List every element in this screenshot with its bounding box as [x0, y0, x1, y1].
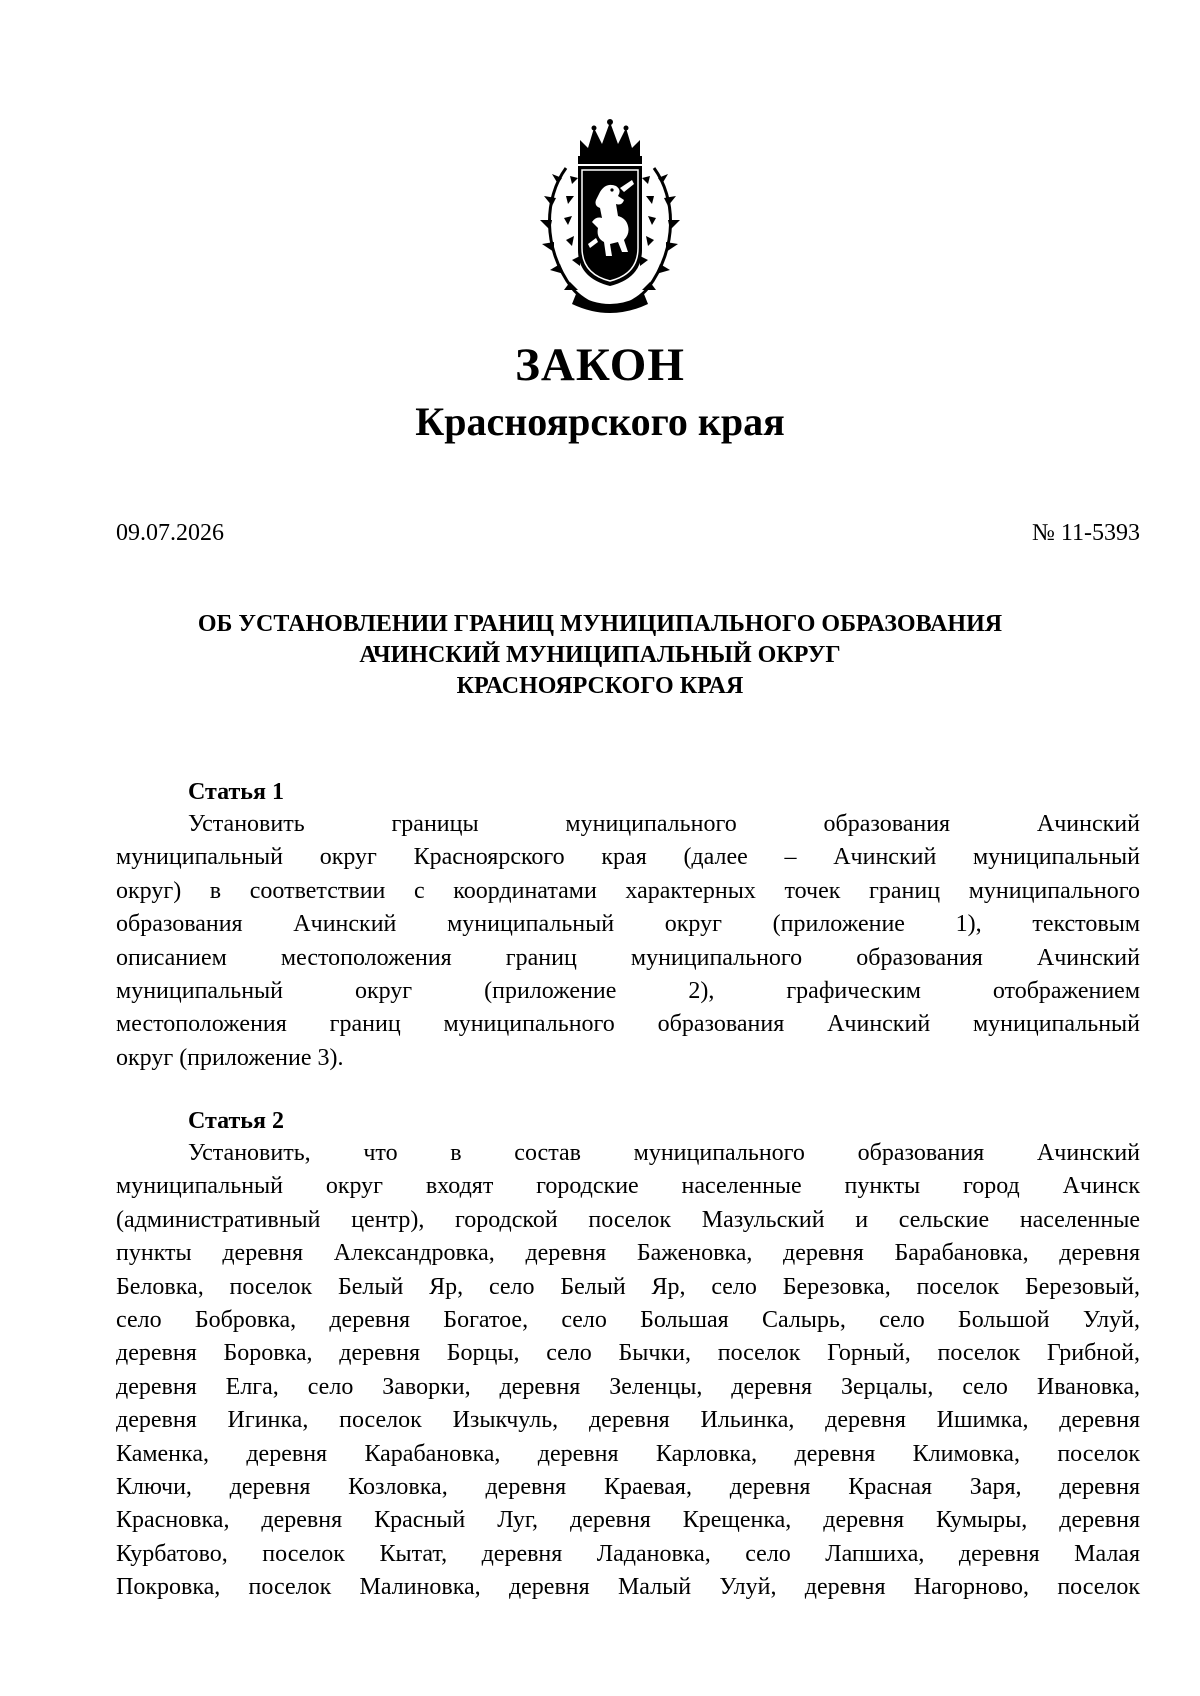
text-line: Установить границы муниципального образования Ачинский [188, 811, 1140, 837]
document-title-line: ОБ УСТАНОВЛЕНИИ ГРАНИЦ МУНИЦИПАЛЬНОГО ОБРАЗОВАНИЯ [197, 611, 1003, 637]
article-heading: Статья 1 [188, 779, 284, 805]
text-line: образования Ачинский муниципальный округ (приложение 1), текстовым [116, 911, 1140, 938]
article-heading: Статья 2 [188, 1108, 284, 1134]
law-title: ЗАКОН [515, 339, 685, 391]
text-line: деревня Игинка, поселок Изыкчуль, деревня Ильинка, деревня Ишимка, деревня [116, 1407, 1140, 1434]
law-number: № 11-5393 [1032, 520, 1140, 546]
document-title-line: КРАСНОЯРСКОГО КРАЯ [456, 673, 744, 699]
krasnoyarsk-coat-of-arms-icon [536, 118, 684, 318]
text-line: описанием местоположения границ муниципального образования Ачинский [116, 944, 1140, 971]
text-line: округ (приложение 3). [116, 1044, 344, 1071]
text-line: Курбатово, поселок Кытат, деревня Ладановка, село Лапшиха, деревня Малая [116, 1540, 1140, 1567]
text-line: местоположения границ муниципального образования Ачинский муниципальный [116, 1011, 1140, 1038]
text-line: муниципальный округ входят городские населенные пункты город Ачинск [116, 1173, 1140, 1200]
text-line: пункты деревня Александровка, деревня Баженовка, деревня Барабановка, деревня [116, 1240, 1140, 1267]
law-date: 09.07.2026 [116, 520, 224, 546]
document-title [0, 609, 1200, 702]
document-title-line: АЧИНСКИЙ МУНИЦИПАЛЬНЫЙ ОКРУГ [359, 642, 841, 668]
text-line: Красновка, деревня Красный Луг, деревня Крещенка, деревня Кумыры, деревня [116, 1507, 1140, 1534]
article-text [116, 808, 1140, 1075]
text-line: деревня Боровка, деревня Борцы, село Бычки, поселок Горный, поселок Грибной, [116, 1340, 1140, 1367]
region-title: Красноярского края [415, 399, 785, 444]
text-line: Каменка, деревня Карабановка, деревня Карловка, деревня Климовка, поселок [116, 1440, 1140, 1467]
text-line: деревня Елга, село Заворки, деревня Зеленцы, деревня Зерцалы, село Ивановка, [116, 1373, 1140, 1400]
text-line: Беловка, поселок Белый Яр, село Белый Яр, село Березовка, поселок Березовый, [116, 1273, 1140, 1300]
article-2 [116, 1105, 1140, 1605]
article-1 [116, 776, 1140, 1075]
text-line: Ключи, деревня Козловка, деревня Краевая, деревня Красная Заря, деревня [116, 1474, 1140, 1501]
text-line: муниципальный округ Красноярского края (далее – Ачинский муниципальный [116, 844, 1140, 871]
text-line: Покровка, поселок Малиновка, деревня Малый Улуй, деревня Нагорново, поселок [116, 1574, 1140, 1601]
text-line: (административный центр), городской поселок Мазульский и сельские населенные [116, 1206, 1140, 1233]
article-text [116, 1137, 1140, 1605]
text-line: муниципальный округ (приложение 2), графическим отображением [116, 978, 1140, 1005]
text-line: Установить, что в состав муниципального образования Ачинский [188, 1140, 1140, 1166]
text-line: округ) в соответствии с координатами характерных точек границ муниципального [116, 877, 1140, 904]
text-line: село Бобровка, деревня Богатое, село Большая Салырь, село Большой Улуй, [116, 1307, 1140, 1334]
